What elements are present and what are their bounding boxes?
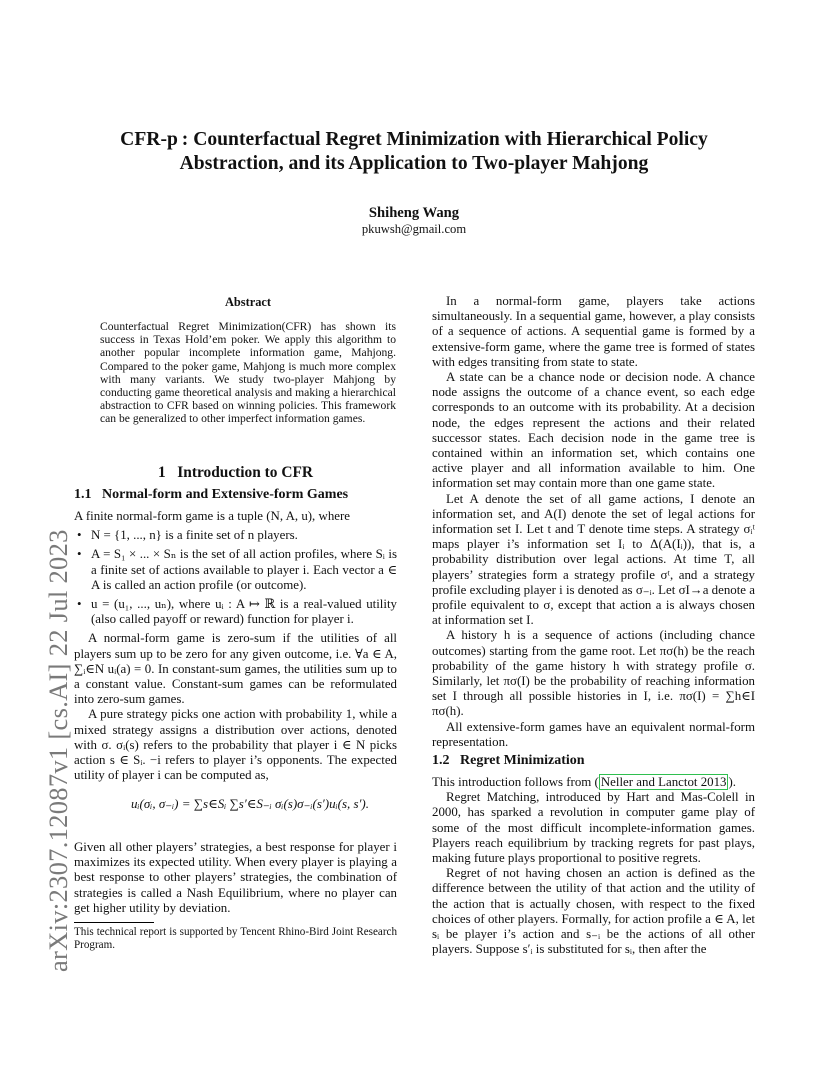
strategy-definition-paragraph: Let A denote the set of all game actions, I denote an information set, and A(I) denote the set of legal actions for information set I. Let t and T denote time steps. A strategy σᵢᵗ maps player i’s information set Iᵢ to Δ(A(Iᵢ)), that is, a probability distribution over legal actions. At time T, all players’ strategies form a strategy profile σᵗ, and a strategy profile excluding player i is denoted as σ₋ᵢ. Let σI→a denote a profile equivalent to σ, except that action a is always chosen at information set I. <box>432 491 755 628</box>
author-name: Shiheng Wang <box>368 205 460 221</box>
left-column-lower <box>74 840 397 916</box>
author-email: pkuwsh@gmail.com <box>361 222 467 236</box>
footnote-text: This technical report is supported by Tencent Rhino-Bird Joint Research Program. <box>74 926 397 951</box>
abstract-heading: Abstract <box>224 295 272 309</box>
regret-definition-paragraph: Regret of not having chosen an action is defined as the difference between the utility of that action and the utility of the action that is actually chosen, with respect to the fixed choices of other players. Formally, for action profile a ∈ A, let sᵢ be player i’s action and s₋ᵢ be the actions of all other players. Suppose s′ᵢ is substituted for sᵢ, then after the <box>432 866 755 957</box>
normal-form-intro: A finite normal-form game is a tuple (N, A, u), where <box>74 509 350 523</box>
arxiv-identifier-stamp <box>20 300 73 972</box>
definition-list <box>74 528 397 627</box>
history-paragraph: A history h is a sequence of actions (including chance outcomes) starting from the game root. Let πσ(h) be the reach probability of the game history h with strategy profile σ. Similarly, let πσ(I) be the probability of reaching information set I through all possible histories in I, i.e. πσ(I) = ∑h∈I πσ(h). <box>432 628 755 719</box>
zero-sum-paragraph: A normal-form game is zero-sum if the utilities of all players sum up to be zero for any given outcome, i.e. ∀a ∈ A, ∑ᵢ∈N uᵢ(a) = 0. In constant-sum games, the utilities sum up to a constant value. Constant-sum games can be reformulated into zero-sum games. <box>74 631 397 707</box>
citation-prefix: This introduction follows from ( <box>432 775 599 789</box>
section-1-heading <box>74 464 397 482</box>
expected-utility-equation: uᵢ(σᵢ, σ₋ᵢ) = ∑s∈Sᵢ ∑s′∈S₋ᵢ σᵢ(s)σ₋ᵢ(s′)uᵢ(s, s′). <box>130 796 369 811</box>
sequential-game-paragraph: In a normal-form game, players take actions simultaneously. In a sequential game, however, a play consists of a sequence of actions. A sequential game is formed by a extensive-form game, where the game tree is formed of states with edges transiting from state to state. <box>432 294 755 369</box>
section-1-1-heading <box>74 487 397 503</box>
regret-matching-paragraph: Regret Matching, introduced by Hart and Mas-Colell in 2000, has sparked a revolution in computer game play of some of the most difficult incomplete-information games. Players reach equilibrium by tracking regrets for past plays, making future plays proportional to positive regrets. <box>432 790 755 866</box>
arxiv-stamp-text: arXiv:2307.12087v1 [cs.AI] 22 Jul 2023 <box>43 529 73 972</box>
section-1-number: 1 <box>158 464 166 481</box>
footnote-rule <box>74 922 154 923</box>
section-1-2-title: Regret Minimization <box>460 753 585 768</box>
list-item: • N = {1, ..., n} is a finite set of n players. <box>74 528 397 543</box>
left-column <box>74 509 397 783</box>
pure-strategy-paragraph: A pure strategy picks one action with probability 1, while a mixed strategy assigns a distribution over actions, denoted with σ. σᵢ(s) refers to the probability that player i ∈ N picks action s ∈ Sᵢ. −i refers to player i’s opponents. The expected utility of player i can be computed as, <box>74 707 397 783</box>
section-1-title: Introduction to CFR <box>177 464 313 481</box>
nash-paragraph: Given all other players’ strategies, a best response for player i maximizes its expected utility. When every player is playing a best response to other players’ strategies, the combination of strategies is called a Nash Equilibrium, where no player can get higher utility by deviation. <box>74 840 397 915</box>
list-item: • u = (u₁, ..., uₙ), where uᵢ : A ↦ ℝ is a real-valued utility (also called payoff or reward) function for player i. <box>74 597 397 627</box>
right-column-lower <box>432 775 755 957</box>
citation-suffix: ). <box>728 775 736 789</box>
introduction-source-paragraph <box>432 775 755 790</box>
normal-form-representation-paragraph: All extensive-form games have an equivalent normal-form representation. <box>432 719 755 749</box>
citation-link[interactable]: Neller and Lanctot 2013 <box>600 775 727 789</box>
section-1-2-heading <box>432 753 755 769</box>
list-item: • A = S₁ × ... × Sₙ is the set of all action profiles, where Sᵢ is a finite set of actions available to player i. Each vector a ∈ A is called an action profile (or outcome). <box>74 547 397 593</box>
abstract-text: Counterfactual Regret Minimization(CFR) has shown its success in Texas Hold’em poker. We apply this algorithm to another popular incomplete information game, Mahjong. Compared to the poker game, Mahjong is much more complex with many variants. We study two-player Mahjong by conducting game theoretical analysis and making a hierarchical abstraction to CFR based on winning policies. This framework can be generalized to other imperfect information games. <box>100 320 396 426</box>
right-column <box>432 294 755 750</box>
title-line-2: Abstraction, and its Application to Two-player Mahjong <box>179 153 649 174</box>
section-1-1-title: Normal-form and Extensive-form Games <box>102 487 349 502</box>
section-1-2-number: 1.2 <box>432 753 450 768</box>
title-line-1: CFR-p : Counterfactual Regret Minimization with Hierarchical Policy <box>120 129 708 150</box>
chance-node-paragraph: A state can be a chance node or decision node. A chance node assigns the outcome of a chance event, so each edge corresponds to an outcome with its probability. At a decision node, the edges represent the actions and their related successor states. Each decision node in the game tree is contained within an information set, which contains one active player and all information available to him. One information set may contain more than one game state. <box>432 370 755 491</box>
paper-title <box>80 128 748 176</box>
section-1-1-number: 1.1 <box>74 487 92 502</box>
